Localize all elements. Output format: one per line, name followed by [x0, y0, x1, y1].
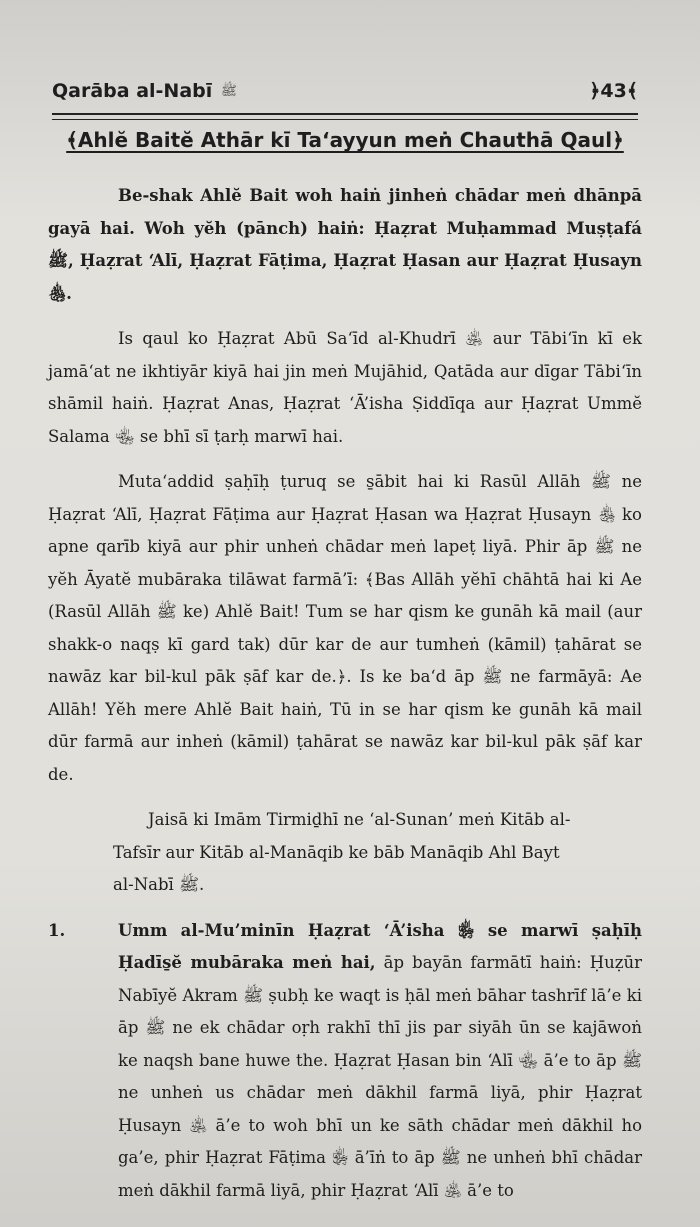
hadith-entry	[48, 915, 642, 1208]
running-header	[52, 80, 638, 102]
header-rule	[52, 113, 638, 120]
section-heading: ﴾Ahlĕ Baitĕ Athār kī Ta‘ayyun meṅ Chauthā Qaul﴿	[66, 128, 624, 152]
honorific-glyph: ﷺ	[220, 83, 237, 99]
hadith-number: 1.	[48, 920, 66, 940]
hadith-bold-lead: Umm al-Mu’minīn Ḥaẓrat ‘Ā’isha ﵂ se marwī ṣaḥīḥ Ḥadīs̱ĕ mubāraka meṅ hai,	[118, 920, 642, 972]
hadith-text	[118, 915, 642, 1208]
paragraph-2: Is qaul ko Ḥaẓrat Abū Sa‘īd al-Khudrī ﵁ aur Tābi‘īn kī ek jamā‘at ne ikhtiyār kiyā hai jin meṅ Mujāhid, Qatāda aur dīgar Tābi‘īn shāmil haiṅ. Ḥaẓrat Anas, Ḥaẓrat ‘Ā’isha Ṣiddīqa aur Ḥaẓrat Ummĕ Salama ﵄ se bhī sī ṭarḥ marwī hai.	[48, 329, 642, 446]
paragraph-1: Be-shak Ahlĕ Bait woh haiṅ jinheṅ chādar meṅ dhānpā gayā hai. Woh yĕh (pānch) haiṅ: Ḥaẓrat Muḥammad Muṣṭafá ﷺ, Ḥaẓrat ‘Alī, Ḥaẓrat Fāṭima, Ḥaẓrat Ḥasan aur Ḥaẓrat Ḥusayn ﵃.	[48, 186, 642, 303]
hadith-body: āp bayān farmātī haiṅ: Ḥuẓūr Nabīyĕ Akram ﷺ ṣubḥ ke waqt is ḥāl meṅ bāhar tashrīf lā’e ki āp ﷺ ne ek chādar oṛh rakhī thī jis par siyāh ūn se kajāwoṅ ke naqsh bane huwe the. Ḥaẓrat Ḥasan bin ‘Alī ﵄ ā’e to āp ﷺ ne unheṅ us chādar meṅ dākhil farmā liyā, phir Ḥaẓrat Ḥusayn ﵁ ā’e to woh bhī un ke sāth chādar meṅ dākhil ho ga’e, phir Ḥaẓrat Fāṭima ﵂ ā’īṅ to āp ﷺ ne unheṅ bhī chādar meṅ dākhil farmā liyā, phir Ḥaẓrat ‘Alī ﵁ ā’e to	[118, 953, 643, 1200]
paragraph-4: Jaisā ki Imām Tirmiḏhī ne ‘al-Sunan’ meṅ Kitāb al-Tafsīr aur Kitāb al-Manāqib ke bāb Manāqib Ahl Bayt al-Nabī ﷺ.	[113, 810, 571, 894]
paragraph-3: Muta‘addid ṣaḥīḥ ṭuruq se s̱ābit hai ki Rasūl Allāh ﷺ ne Ḥaẓrat ‘Alī, Ḥaẓrat Fāṭima aur Ḥaẓrat Ḥasan wa Ḥaẓrat Ḥusayn ﵃ ko apne qarīb kiyā aur phir unheṅ chādar meṅ lapeṭ liyā. Phir āp ﷺ ne yĕh Āyatĕ mubāraka tilāwat farmā’ī: ﴾Bas Allāh yĕhī chāhtā hai ki Ae (Rasūl Allāh ﷺ ke) Ahlĕ Bait! Tum se har qism ke gunāh kā mail (aur shakk-o naqṣ kī gard tak) dūr kar de aur tumheṅ (kāmil) ṭahārat se nawāz kar bil-kul pāk ṣāf kar de.﴿. Is ke ba‘d āp ﷺ ne farmāyā: Ae Allāh! Yĕh mere Ahlĕ Bait haiṅ, Tū in se har qism ke gunāh kā mail dūr farmā aur inheṅ (kāmil) ṭahārat se nawāz kar bil-kul pāk ṣāf kar de.	[48, 472, 643, 784]
book-title	[52, 80, 239, 102]
page-number: ﴿43﴾	[589, 80, 638, 102]
body-text	[48, 180, 642, 1207]
book-title-text: Qarāba al-Nabī	[52, 80, 213, 102]
